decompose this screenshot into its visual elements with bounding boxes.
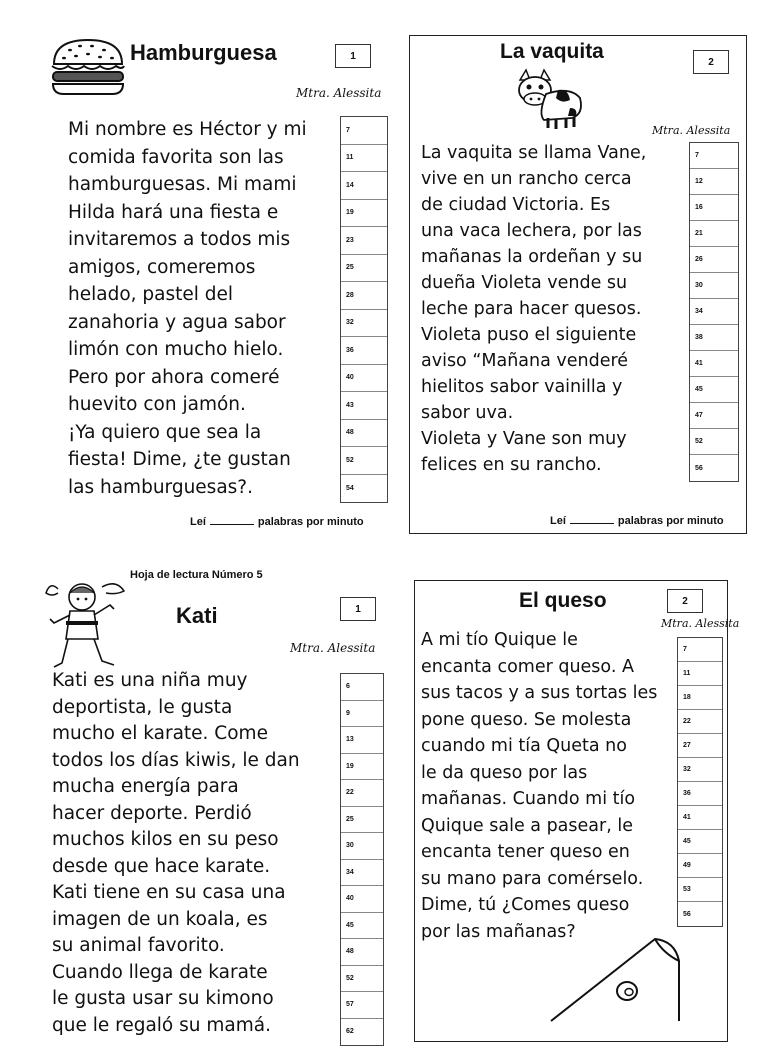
page-number-box: 1 (340, 597, 376, 621)
story-line: A mi tío Quique le (421, 630, 578, 650)
word-count-cell: 14 (341, 172, 387, 200)
card-la-vaquita (409, 35, 747, 534)
word-count-cell: 19 (341, 200, 387, 228)
story-line: cuando mi tía Queta no (421, 736, 627, 756)
word-count-cell: 56 (695, 464, 703, 472)
story-line: encanta comer queso. A (421, 656, 634, 677)
card-hamburguesa (0, 0, 400, 540)
story-line: zanahoria y agua sabor (68, 311, 286, 333)
footer-prefix: Leí (550, 515, 566, 527)
story-line: de ciudad Victoria. Es (421, 195, 611, 215)
teacher-signature: Mtra. Alessita (296, 86, 382, 100)
story-line: hacer deporte. Perdió (52, 802, 252, 824)
word-count-cell: 21 (690, 221, 738, 247)
word-count-column (677, 637, 723, 927)
word-count-cell: 12 (690, 169, 738, 195)
word-count-cell: 41 (690, 351, 738, 377)
story-line: leche para hacer quesos. (421, 299, 642, 319)
story-line: hamburguesas. Mi mami (68, 174, 297, 195)
word-count-cell: 45 (678, 830, 722, 854)
reading-speed-footer (190, 516, 364, 528)
story-line: pone queso. Se molesta (421, 709, 632, 730)
word-count-cell: 7 (341, 117, 387, 145)
story-line: mucha energía para (52, 776, 239, 797)
word-count-cell: 43 (341, 392, 387, 420)
word-count-cell: 41 (678, 806, 722, 830)
word-count-cell: 6 (341, 674, 383, 701)
word-count-cell: 48 (341, 939, 383, 966)
footer-blank[interactable] (570, 523, 614, 524)
story-line: Violeta y Vane son muy (421, 429, 627, 449)
word-count-cell: 18 (678, 686, 722, 710)
story-line: mucho el karate. Come (52, 723, 268, 744)
word-count-cell: 22 (341, 780, 383, 807)
word-count-cell: 54 (346, 484, 354, 492)
story-line: por las mañanas? (421, 921, 576, 942)
story-line: sabor uva. (421, 403, 514, 423)
story-text (68, 116, 307, 501)
story-line: las hamburguesas?. (68, 476, 253, 498)
teacher-signature: Mtra. Alessita (661, 617, 740, 630)
reading-speed-footer (550, 515, 724, 527)
teacher-signature: Mtra. Alessita (652, 124, 731, 137)
word-count-cell: 25 (341, 807, 383, 834)
story-line: Dime, tú ¿Comes queso (421, 895, 630, 915)
story-line: fiesta! Dime, ¿te gustan (68, 449, 291, 470)
word-count-cell: 57 (341, 992, 383, 1019)
page-number-box: 1 (335, 44, 371, 68)
story-line: comida favorita son las (68, 146, 284, 168)
word-count-cell: 40 (341, 365, 387, 393)
word-count-cell: 9 (341, 701, 383, 728)
word-count-cell: 47 (690, 403, 738, 429)
story-line: Kati es una niña muy (52, 670, 248, 691)
karate-girl-icon (44, 575, 134, 675)
word-count-cell: 30 (341, 833, 383, 860)
story-line: aviso “Mañana venderé (421, 351, 629, 371)
word-count-cell: 34 (690, 299, 738, 325)
card-title: Hamburguesa (130, 40, 277, 65)
word-count-cell: 22 (678, 710, 722, 734)
word-count-column (689, 142, 739, 482)
word-count-cell: 11 (341, 145, 387, 173)
word-count-cell: 38 (690, 325, 738, 351)
word-count-cell: 27 (678, 734, 722, 758)
story-line: su mano para comérselo. (421, 868, 644, 889)
story-line: ¡Ya quiero que sea la (68, 421, 262, 443)
card-title: Kati (176, 603, 218, 628)
card-title: El queso (519, 589, 607, 612)
story-line: hielitos sabor vainilla y (421, 377, 623, 397)
word-count-cell: 13 (341, 727, 383, 754)
word-count-cell: 28 (341, 282, 387, 310)
story-line: una vaca lechera, por las (421, 221, 642, 241)
word-count-cell: 48 (341, 420, 387, 448)
word-count-cell: 52 (690, 429, 738, 455)
hamburger-icon (50, 36, 126, 98)
word-count-cell: 25 (341, 255, 387, 283)
story-line: helado, pastel del (68, 284, 234, 305)
story-line: imagen de un koala, es (52, 908, 268, 930)
word-count-cell: 62 (346, 1028, 354, 1036)
footer-suffix: palabras por minuto (617, 515, 724, 527)
page-number-box: 2 (693, 50, 729, 74)
story-line: Mi nombre es Héctor y mi (68, 119, 307, 140)
story-line: felices en su rancho. (421, 455, 602, 475)
word-count-cell: 53 (678, 878, 722, 902)
word-count-cell: 45 (690, 377, 738, 403)
word-count-cell: 49 (678, 854, 722, 878)
word-count-cell: 16 (690, 195, 738, 221)
word-count-cell: 7 (690, 143, 738, 169)
story-line: Pero por ahora comeré (68, 366, 280, 388)
story-line: dueña Violeta vende su (421, 273, 628, 293)
word-count-cell: 7 (678, 638, 722, 662)
teacher-signature: Mtra. Alessita (290, 641, 376, 655)
word-count-cell: 40 (341, 886, 383, 913)
story-text (421, 627, 657, 945)
story-text (421, 140, 646, 478)
word-count-cell: 34 (341, 860, 383, 887)
word-count-cell: 23 (341, 227, 387, 255)
word-count-cell: 36 (678, 782, 722, 806)
word-count-cell: 11 (678, 662, 722, 686)
story-line: Cuando llega de karate (52, 961, 268, 983)
story-line: le da queso por las (421, 762, 588, 783)
word-count-cell: 52 (341, 966, 383, 993)
card-el-queso (414, 580, 740, 1042)
card-kati (0, 565, 400, 1036)
word-count-cell: 30 (690, 273, 738, 299)
story-text (52, 668, 300, 1039)
story-line: le gusta usar su kimono (52, 988, 274, 1009)
story-line: vive en un rancho cerca (421, 169, 632, 189)
word-count-cell: 56 (683, 910, 691, 918)
story-line: su animal favorito. (52, 935, 225, 956)
word-count-column (340, 673, 384, 1046)
story-line: deportista, le gusta (52, 696, 233, 718)
word-count-cell: 36 (341, 337, 387, 365)
page-number-box: 2 (667, 589, 703, 613)
story-line: amigos, comeremos (68, 256, 256, 278)
story-line: La vaquita se llama Vane, (421, 143, 647, 163)
word-count-cell: 26 (690, 247, 738, 273)
story-line: sus tacos y a sus tortas les (421, 683, 658, 703)
story-line: mañanas la ordeñan y su (421, 247, 643, 267)
story-line: huevito con jamón. (68, 394, 246, 415)
story-line: invitaremos a todos mis (68, 229, 291, 250)
footer-prefix: Leí (190, 516, 206, 528)
story-line: encanta tener queso en (421, 842, 630, 862)
story-line: muchos kilos en su peso (52, 829, 279, 850)
story-line: todos los días kiwis, le dan (52, 749, 300, 771)
story-line: desde que hace karate. (52, 855, 271, 877)
word-count-column (340, 116, 388, 503)
story-line: limón con mucho hielo. (68, 339, 284, 360)
story-line: Kati tiene en su casa una (52, 882, 286, 903)
footer-blank[interactable] (210, 524, 254, 525)
word-count-cell: 32 (341, 310, 387, 338)
footer-suffix: palabras por minuto (257, 516, 364, 528)
word-count-cell: 45 (341, 913, 383, 940)
word-count-cell: 52 (341, 447, 387, 475)
word-count-cell: 19 (341, 754, 383, 781)
word-count-cell: 32 (678, 758, 722, 782)
card-title: La vaquita (500, 40, 604, 63)
cow-icon (510, 66, 586, 132)
story-line: Hilda hará una fiesta e (68, 201, 279, 223)
story-line: que le regaló su mamá. (52, 1014, 271, 1036)
story-line: Violeta puso el siguiente (421, 325, 637, 345)
header-snippet: Hoja de lectura Número 5 (130, 569, 263, 581)
story-line: mañanas. Cuando mi tío (421, 789, 636, 809)
cheese-icon (545, 931, 685, 1021)
story-line: Quique sale a pasear, le (421, 815, 633, 836)
